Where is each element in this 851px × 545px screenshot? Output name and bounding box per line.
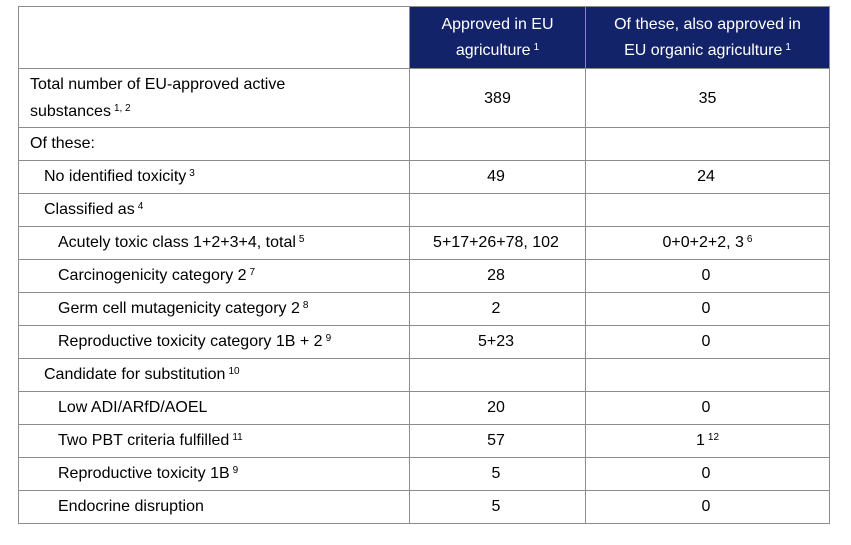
footnote-ref: 7: [249, 267, 256, 278]
cell-text: 0: [701, 465, 711, 482]
footnote-ref: 4: [137, 201, 144, 212]
cell-text: Reproductive toxicity category 1B + 2: [58, 333, 323, 350]
cell-text: 24: [697, 168, 715, 185]
row-label: [19, 326, 410, 359]
cell-text: Endocrine disruption: [58, 498, 204, 515]
row-label: [19, 458, 410, 491]
cell-text: Germ cell mutagenicity category 2: [58, 300, 300, 317]
row-label: [19, 260, 410, 293]
table-row: [19, 392, 830, 425]
table-row: [19, 491, 830, 524]
cell-text: 2: [491, 300, 501, 317]
cell-text: No identified toxicity: [44, 168, 187, 185]
eu-value: [410, 260, 586, 293]
cell-text: 20: [487, 399, 505, 416]
eu-value: [410, 491, 586, 524]
row-label: [19, 227, 410, 260]
row-label: [19, 194, 410, 227]
header-row: [19, 7, 830, 69]
cell-text: 0: [701, 399, 711, 416]
cell-text: 0: [701, 333, 711, 350]
organic-value: [586, 128, 830, 161]
cell-text: 0: [701, 267, 711, 284]
cell-text: Two PBT criteria fulfilled: [58, 432, 230, 449]
footnote-ref: 3: [189, 168, 195, 179]
eu-value: [410, 392, 586, 425]
row-label: [19, 491, 410, 524]
table-row: [19, 458, 830, 491]
header-eu-approved: [410, 7, 586, 69]
cell-text: 0+0+2+2, 3: [662, 234, 744, 251]
cell-text: Carcinogenicity category 2: [58, 267, 247, 284]
total-organic-value: 35: [586, 69, 830, 128]
table-row: [19, 260, 830, 293]
footnote-ref: 10: [228, 366, 240, 377]
organic-value: [586, 227, 830, 260]
eu-value: [410, 425, 586, 458]
footnote-ref: 5: [298, 234, 305, 245]
cell-text: Reproductive toxicity 1B: [58, 465, 230, 482]
row-label: [19, 425, 410, 458]
row-label: [19, 161, 410, 194]
row-label: [19, 359, 410, 392]
row-label: [19, 128, 410, 161]
total-label: [19, 69, 410, 128]
organic-value: [586, 293, 830, 326]
organic-value: [586, 326, 830, 359]
table-row: [19, 326, 830, 359]
table-row: [19, 425, 830, 458]
cell-text: Classified as: [44, 201, 135, 218]
eu-value: [410, 293, 586, 326]
table-row: [19, 161, 830, 194]
organic-value: [586, 392, 830, 425]
footnote-ref: 9: [232, 465, 239, 476]
cell-text: 0: [701, 498, 711, 515]
organic-value: [586, 260, 830, 293]
eu-value: [410, 227, 586, 260]
cell-text: 28: [487, 267, 505, 284]
cell-text: 5+23: [477, 333, 515, 350]
table-row: [19, 359, 830, 392]
total-row: [19, 69, 830, 128]
cell-text: 57: [487, 432, 505, 449]
table-row: [19, 293, 830, 326]
organic-value: [586, 161, 830, 194]
table-row: [19, 194, 830, 227]
cell-text: Acutely toxic class 1+2+3+4, total: [58, 234, 296, 251]
cell-text: 0: [701, 300, 711, 317]
organic-value: [586, 425, 830, 458]
eu-value: [410, 128, 586, 161]
total-label-line1: Total number of EU-approved active: [30, 76, 286, 93]
cell-text: 5: [491, 498, 501, 515]
footnote-ref: 1, 2: [113, 103, 131, 114]
cell-text: Candidate for substitution: [44, 366, 226, 383]
footnote-ref: 1: [785, 41, 791, 53]
footnote-ref: 11: [232, 432, 243, 443]
header-eu-line1: Approved in EU: [441, 15, 554, 33]
footnote-ref: 1: [533, 41, 540, 53]
eu-value: [410, 359, 586, 392]
eu-value: [410, 326, 586, 359]
organic-value: [586, 359, 830, 392]
cell-text: 49: [487, 168, 505, 185]
total-eu-value: 389: [410, 69, 586, 128]
header-eu-line2: agriculture: [455, 41, 531, 59]
footnote-ref: 12: [707, 432, 720, 443]
footnote-ref: 9: [325, 333, 332, 344]
organic-value: [586, 194, 830, 227]
row-label: [19, 392, 410, 425]
table-row: [19, 227, 830, 260]
cell-text: 5+17+26+78, 102: [433, 234, 559, 251]
table-row: [19, 128, 830, 161]
total-label-line2: substances: [30, 103, 111, 120]
header-organic-line2: EU organic agriculture: [624, 41, 783, 59]
header-organic-line1: Of these, also approved in: [614, 15, 801, 33]
eu-value: [410, 458, 586, 491]
organic-value: [586, 458, 830, 491]
row-label: [19, 293, 410, 326]
toxicity-table: [18, 6, 830, 524]
cell-text: Low ADI/ARfD/AOEL: [58, 399, 208, 416]
footnote-ref: 6: [746, 234, 753, 245]
eu-value: [410, 194, 586, 227]
eu-value: [410, 161, 586, 194]
cell-text: Of these:: [30, 135, 95, 152]
organic-value: [586, 491, 830, 524]
header-empty-cell: [19, 7, 410, 69]
header-organic-approved: [586, 7, 830, 69]
footnote-ref: 8: [302, 300, 309, 311]
cell-text: 1: [695, 432, 705, 449]
cell-text: 5: [491, 465, 501, 482]
